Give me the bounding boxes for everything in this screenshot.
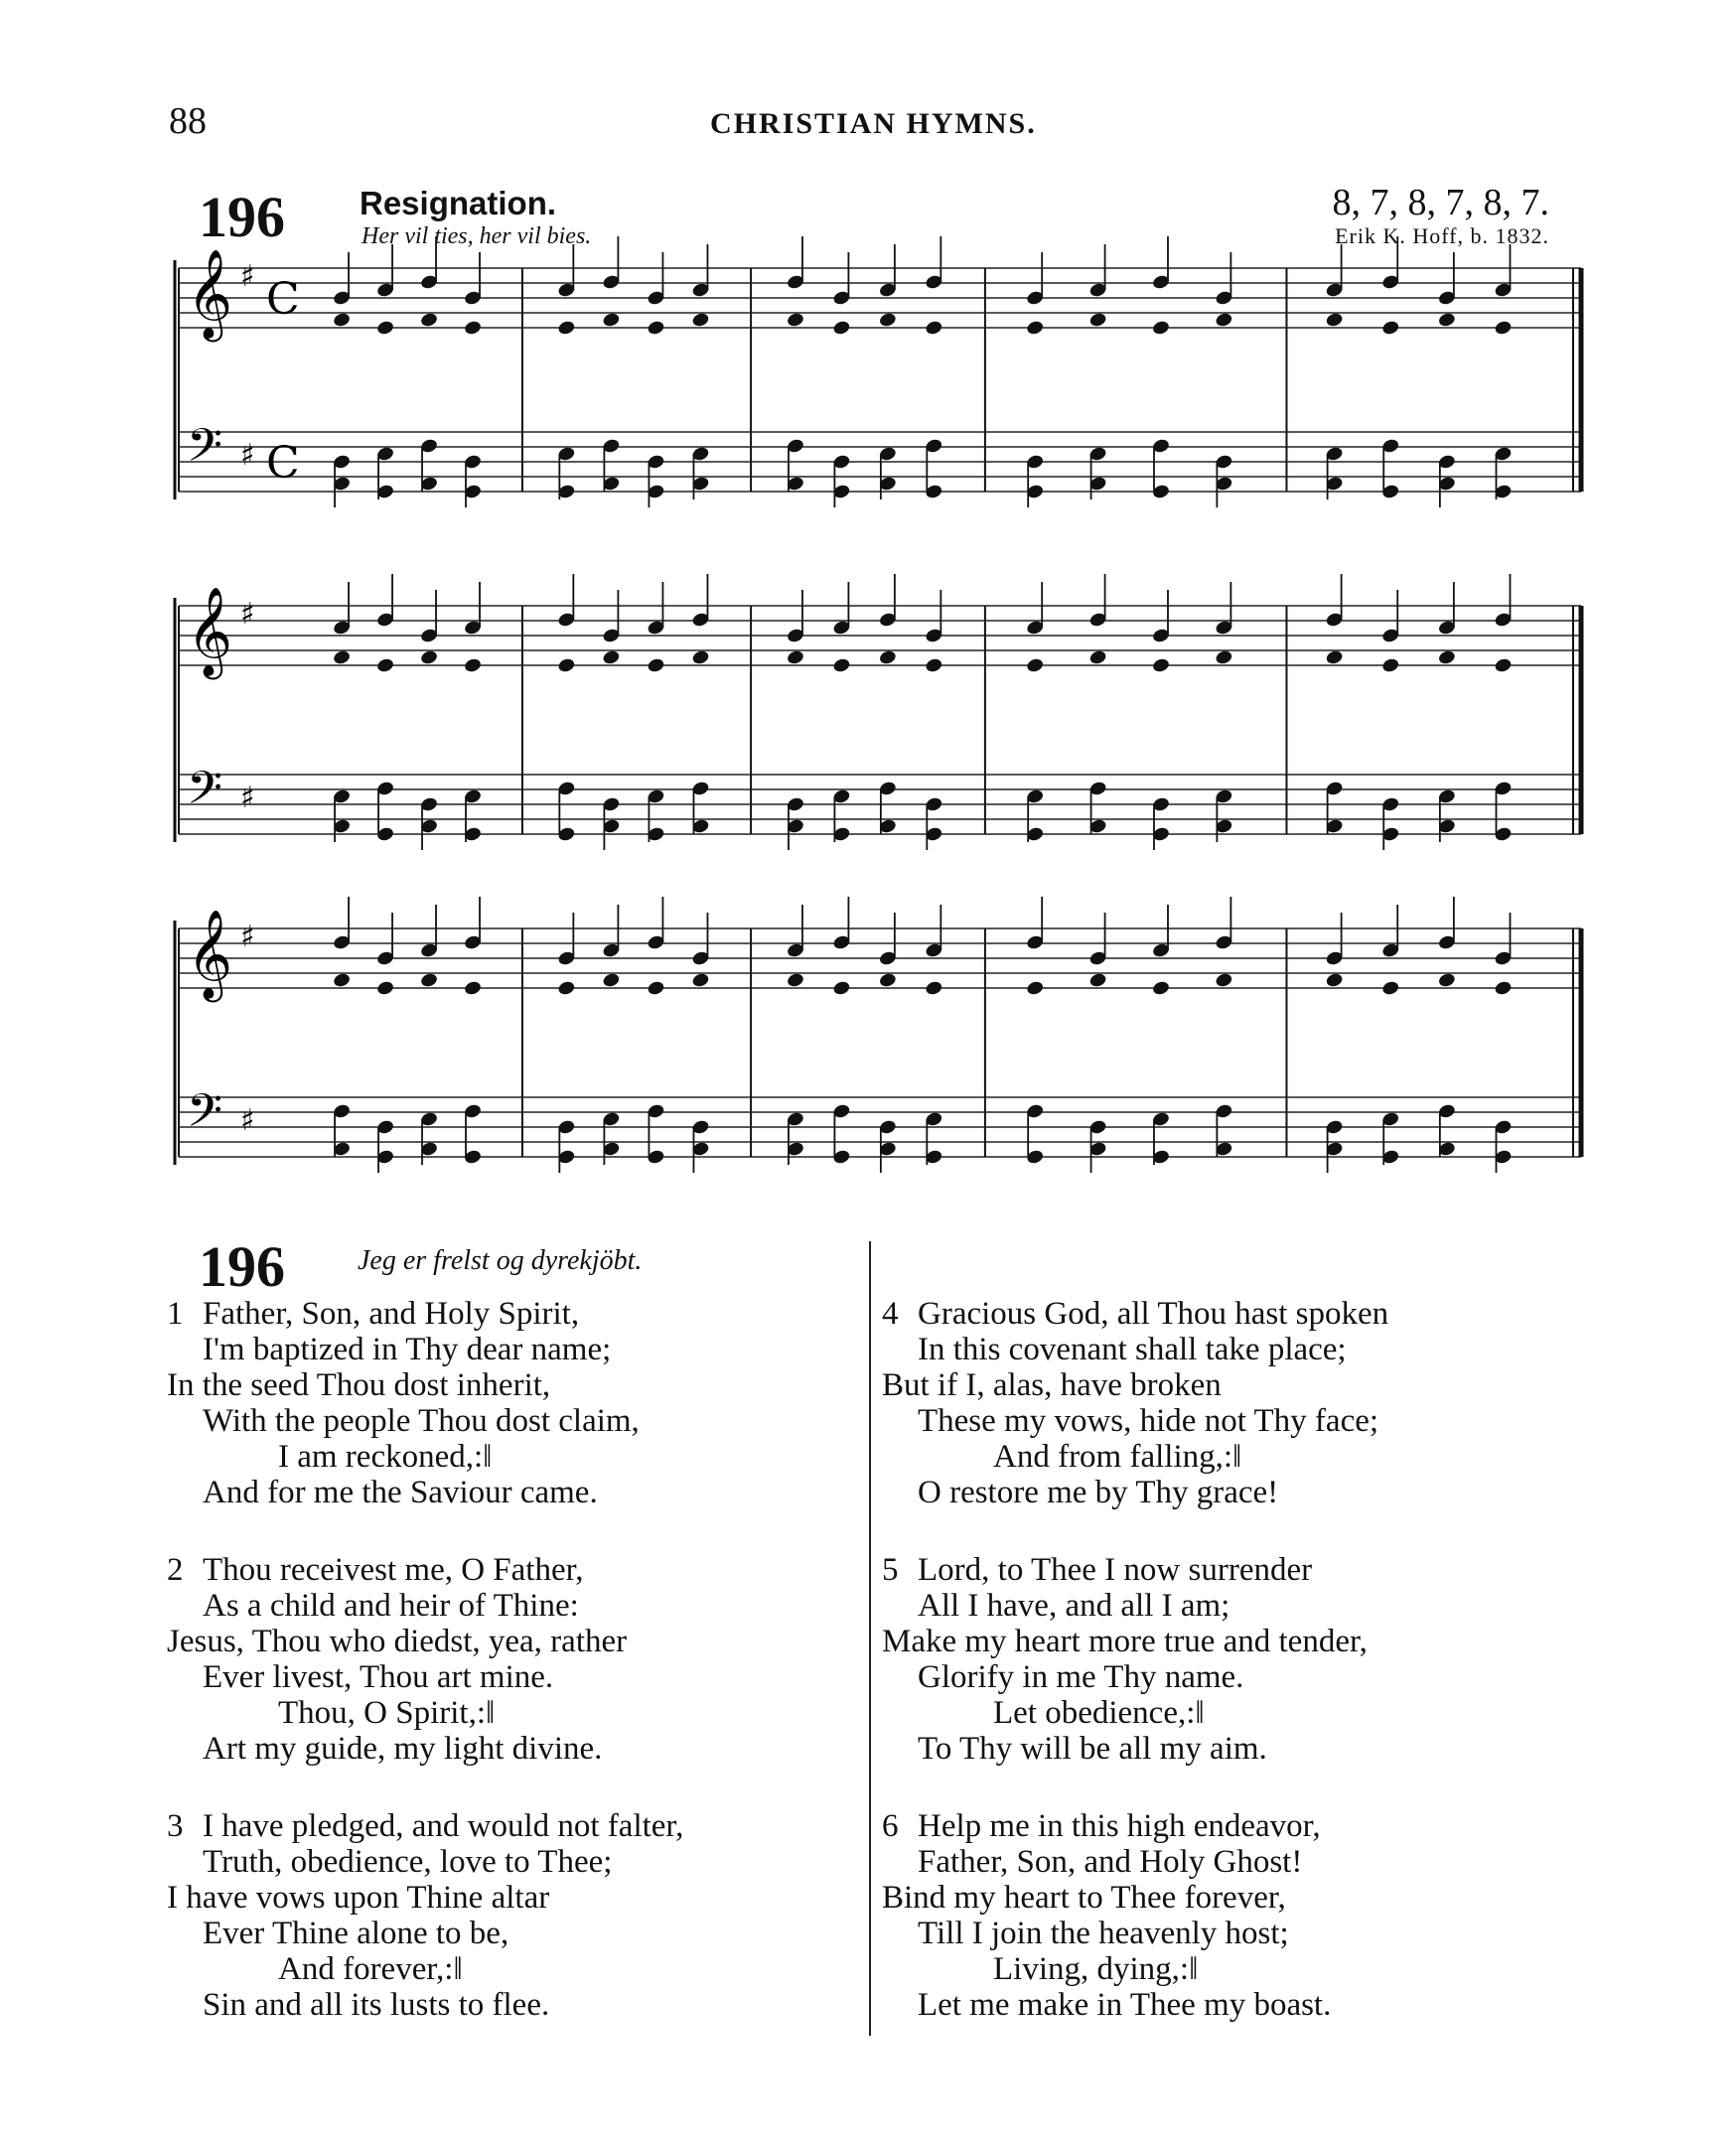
verse-line: All I have, and all I am;: [918, 1588, 1230, 1624]
meter: 8, 7, 8, 7, 8, 7.: [1332, 182, 1549, 223]
bass-clef-icon: 𝄢: [187, 419, 223, 484]
notehead: [463, 320, 482, 337]
verse-line: Father, Son, and Holy Ghost!: [918, 1844, 1303, 1880]
notehead: [463, 980, 482, 997]
notehead: [878, 649, 897, 666]
verse-number: 6: [882, 1808, 899, 1844]
verse-line: Truth, obedience, love to Thee;: [203, 1844, 613, 1880]
notehead: [878, 972, 897, 989]
verse-2: [167, 1552, 683, 1767]
verse-number: 5: [882, 1552, 899, 1588]
notehead: [1026, 980, 1045, 997]
page-number: 88: [169, 100, 207, 142]
notehead: [925, 657, 943, 674]
notehead: [1088, 312, 1107, 329]
sharp-icon: ♯: [240, 259, 255, 294]
notehead: [1325, 972, 1344, 989]
notehead: [375, 657, 394, 674]
verse-line: Living, dying,:‖: [993, 1951, 1199, 1987]
treble-clef-icon: 𝄞: [187, 249, 233, 339]
notehead: [463, 657, 482, 674]
hymn-first-line: Jeg er frelst og dyrekjöbt.: [358, 1245, 643, 1276]
notehead: [1494, 320, 1513, 337]
notehead: [1151, 980, 1170, 997]
verse-line: 2 Thou receivest me, O Father,: [167, 1552, 584, 1588]
notehead: [832, 320, 851, 337]
notehead: [419, 312, 438, 329]
notehead: [832, 980, 851, 997]
notehead: [1088, 649, 1107, 666]
verse-1: [167, 1296, 683, 1510]
running-head: CHRISTIAN HYMNS.: [710, 107, 1037, 140]
sharp-icon: ♯: [240, 781, 255, 815]
notehead: [1151, 320, 1170, 337]
notehead: [1215, 649, 1233, 666]
tune-subtitle: Her vil ties, her vil bies.: [362, 223, 592, 249]
notehead: [333, 312, 352, 329]
verse-number: 3: [167, 1808, 184, 1844]
notehead: [691, 649, 710, 666]
verse-line: Thou, O Spirit,:‖: [278, 1695, 496, 1731]
verse-line: In this covenant shall take place;: [918, 1332, 1347, 1367]
notehead: [786, 972, 804, 989]
notehead: [1026, 320, 1045, 337]
notehead: [691, 312, 710, 329]
notehead: [419, 972, 438, 989]
sharp-icon: ♯: [240, 920, 255, 954]
notehead: [1437, 972, 1456, 989]
verse-line: Let me make in Thee my boast.: [918, 1987, 1332, 2023]
sharp-icon: ♯: [240, 597, 255, 632]
verse-line: With the people Thou dost claim,: [203, 1403, 640, 1439]
notehead: [647, 657, 665, 674]
verse-line: And forever,:‖: [278, 1951, 463, 1987]
notehead: [1088, 972, 1107, 989]
bass-clef-icon: 𝄢: [187, 762, 223, 826]
verse-line: Till I join the heavenly host;: [918, 1916, 1289, 1951]
column-divider: [869, 1241, 871, 2036]
notehead: [557, 657, 576, 674]
verse-line: I have vows upon Thine altar: [167, 1880, 550, 1916]
hymn-number: 196: [199, 1234, 285, 1299]
common-time-icon: C: [266, 438, 300, 489]
verse-number: 2: [167, 1552, 184, 1588]
verse-number: 1: [167, 1296, 184, 1332]
verse-line: In the seed Thou dost inherit,: [167, 1367, 551, 1403]
composer: Erik K. Hoff, b. 1832.: [1335, 223, 1549, 248]
notehead: [419, 649, 438, 666]
notehead: [1494, 657, 1513, 674]
notehead: [1026, 657, 1045, 674]
notehead: [1437, 312, 1456, 329]
sharp-icon: ♯: [240, 438, 255, 473]
verse-line: To Thy will be all my aim.: [918, 1731, 1267, 1767]
notehead: [1381, 320, 1400, 337]
notehead: [602, 972, 621, 989]
notehead: [557, 980, 576, 997]
notehead: [557, 320, 576, 337]
treble-clef-icon: 𝄞: [187, 587, 233, 676]
verse-line: Art my guide, my light divine.: [203, 1731, 603, 1767]
notehead: [1151, 657, 1170, 674]
verse-line: Sin and all its lusts to flee.: [203, 1987, 550, 2023]
notehead: [333, 649, 352, 666]
notehead: [925, 980, 943, 997]
verse-line: But if I, alas, have broken: [882, 1367, 1222, 1403]
verse-line: And from falling,:‖: [993, 1439, 1242, 1475]
tune-number: 196: [199, 185, 285, 249]
notehead: [1381, 657, 1400, 674]
treble-clef-icon: 𝄞: [187, 910, 233, 999]
verse-line: 5 Lord, to Thee I now surrender: [882, 1552, 1313, 1588]
notehead: [333, 972, 352, 989]
notehead: [375, 320, 394, 337]
notehead: [878, 312, 897, 329]
verse-line: And for me the Saviour came.: [203, 1475, 598, 1510]
notehead: [1325, 649, 1344, 666]
verse-line: I'm baptized in Thy dear name;: [203, 1332, 612, 1367]
verse-line: 1 Father, Son, and Holy Spirit,: [167, 1296, 580, 1332]
verse-line: 3 I have pledged, and would not falter,: [167, 1808, 684, 1844]
notehead: [647, 320, 665, 337]
verse-line: Ever livest, Thou art mine.: [203, 1659, 554, 1695]
verse-line: Make my heart more true and tender,: [882, 1624, 1368, 1659]
notehead: [786, 312, 804, 329]
verse-4: [882, 1296, 1388, 1510]
verse-5: [882, 1552, 1388, 1767]
sharp-icon: ♯: [240, 1103, 255, 1138]
notehead: [602, 649, 621, 666]
verse-line: These my vows, hide not Thy face;: [918, 1403, 1379, 1439]
verse-line: Ever Thine alone to be,: [203, 1916, 509, 1951]
notehead: [1215, 972, 1233, 989]
notehead: [602, 312, 621, 329]
notehead: [1494, 980, 1513, 997]
notehead: [1215, 312, 1233, 329]
verse-line: As a child and heir of Thine:: [203, 1588, 579, 1624]
verse-line: Jesus, Thou who diedst, yea, rather: [167, 1624, 628, 1659]
tune-name: Resignation.: [360, 185, 557, 221]
notehead: [375, 980, 394, 997]
verse-line: 6 Help me in this high endeavor,: [882, 1808, 1321, 1844]
notehead: [691, 972, 710, 989]
notehead: [786, 649, 804, 666]
verse-line: 4 Gracious God, all Thou hast spoken: [882, 1296, 1389, 1332]
verse-line: Glorify in me Thy name.: [918, 1659, 1244, 1695]
notehead: [1325, 312, 1344, 329]
verse-line: O restore me by Thy grace!: [918, 1475, 1279, 1510]
verse-3: [167, 1808, 683, 2023]
common-time-icon: C: [266, 274, 300, 325]
notehead: [832, 657, 851, 674]
notehead: [647, 980, 665, 997]
verse-column-left: [167, 1296, 683, 2065]
verse-line: I am reckoned,:‖: [278, 1439, 493, 1475]
verse-6: [882, 1808, 1388, 2023]
verse-line: Let obedience,:‖: [993, 1695, 1205, 1731]
notehead: [925, 320, 943, 337]
notehead: [1437, 649, 1456, 666]
verse-line: Bind my heart to Thee forever,: [882, 1880, 1286, 1916]
verse-number: 4: [882, 1296, 899, 1332]
verse-column-right: [882, 1296, 1388, 2065]
bass-clef-icon: 𝄢: [187, 1084, 223, 1149]
notehead: [1381, 980, 1400, 997]
